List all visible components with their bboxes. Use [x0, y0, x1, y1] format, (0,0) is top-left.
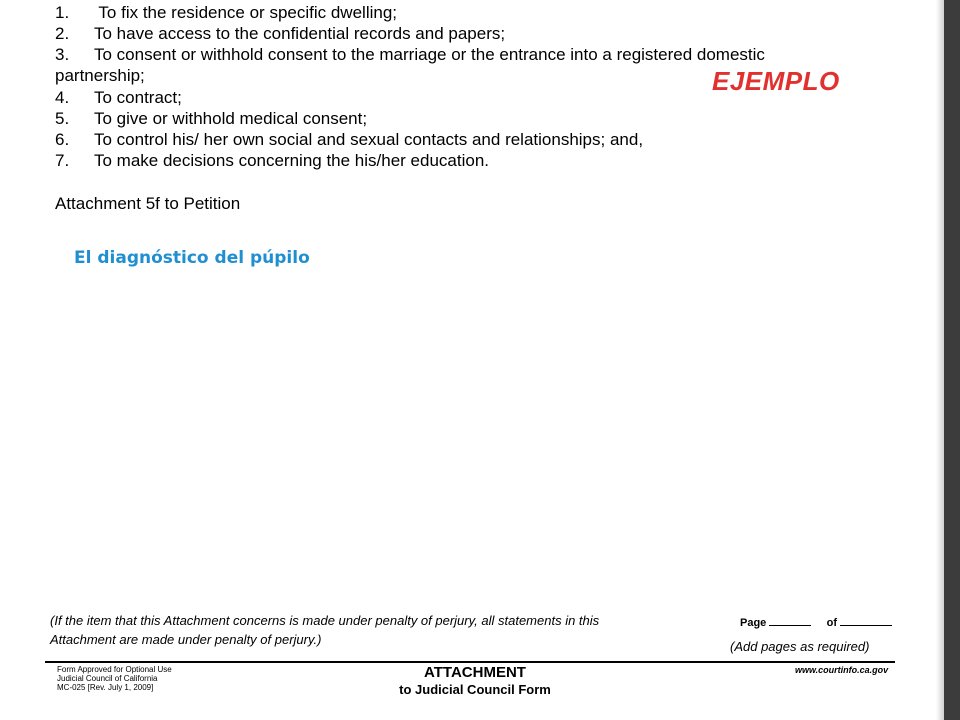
list-item: [55, 130, 643, 150]
page-number-blank: [769, 614, 811, 626]
penalty-note-line: Attachment are made under penalty of perjury.): [50, 632, 322, 647]
page-edge-shadow: [936, 0, 944, 720]
total-pages-blank: [840, 614, 892, 626]
list-item-continuation: partnership;: [55, 66, 145, 85]
list-item-number: 5.: [55, 109, 70, 128]
penalty-note: [50, 611, 690, 649]
list-item-number: 6.: [55, 130, 70, 149]
list-item: [55, 24, 505, 44]
form-title-sub: to Judicial Council Form: [399, 682, 551, 697]
list-item-text: To make decisions concerning the his/her education.: [94, 151, 490, 170]
attachment-heading: Attachment 5f to Petition: [55, 194, 241, 213]
list-item-number: 3.: [55, 45, 70, 64]
list-item-number: 4.: [55, 88, 70, 107]
list-item-text: To give or withhold medical consent;: [94, 109, 368, 128]
list-item-number: 1.: [55, 3, 70, 22]
list-item-text: To control his/ her own social and sexual contacts and relationships; and,: [94, 130, 644, 149]
list-item-text: To fix the residence or specific dwelling;: [94, 3, 398, 22]
list-item-text: To have access to the confidential records and papers;: [94, 24, 506, 43]
list-item-number: 7.: [55, 151, 70, 170]
slide-right-edge: [944, 0, 960, 720]
list-item: [55, 151, 489, 171]
list-item-text: To contract;: [94, 88, 182, 107]
list-item: [55, 88, 182, 108]
courtinfo-website: www.courtinfo.ca.gov: [795, 665, 889, 675]
page-counter: [740, 614, 892, 629]
form-info-line: Form Approved for Optional Use: [57, 665, 172, 674]
form-info-line: MC-025 [Rev. July 1, 2009]: [57, 683, 154, 692]
list-item-number: 2.: [55, 24, 70, 43]
form-title-main: ATTACHMENT: [424, 664, 526, 681]
form-title: [380, 664, 570, 698]
list-item: [55, 109, 367, 129]
penalty-note-line: (If the item that this Attachment concerns is made under penalty of perjury, all statements in this: [50, 613, 600, 628]
list-item-text: To consent or withhold consent to the marriage or the entrance into a registered domestic: [94, 45, 765, 64]
diagnosis-callout: El diagnóstico del púpilo: [74, 248, 310, 268]
form-info-line: Judicial Council of California: [57, 674, 158, 683]
list-item: [55, 45, 765, 65]
page-label: Page: [740, 617, 767, 629]
ejemplo-stamp: EJEMPLO: [712, 66, 840, 96]
add-pages-note: (Add pages as required): [730, 639, 870, 654]
footer-divider: [45, 661, 895, 663]
form-approval-info: [57, 665, 172, 692]
list-item: [55, 3, 397, 23]
of-label: of: [826, 617, 838, 629]
